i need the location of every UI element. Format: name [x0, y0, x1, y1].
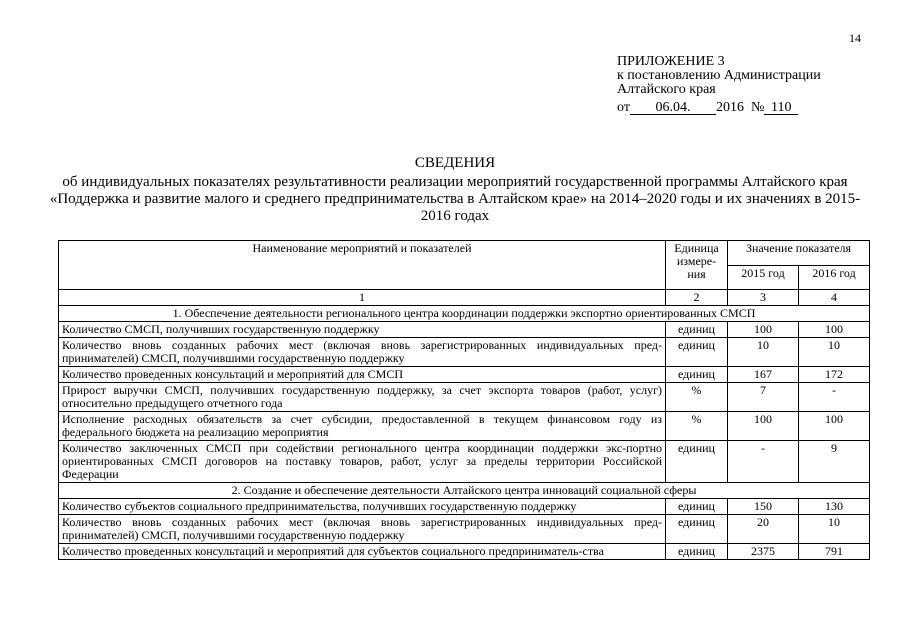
date-prefix: от — [617, 100, 630, 115]
value-2016: - — [799, 383, 870, 412]
table-row — [59, 499, 870, 515]
appendix-block — [617, 55, 821, 115]
indicator-unit: единиц — [666, 499, 728, 515]
date-value: 06.04. — [630, 101, 716, 115]
section-title: 1. Обеспечение деятельности регионального центра координации поддержки экспортно ориентированных СМСП — [59, 306, 870, 322]
date-year: 2016 — [715, 100, 744, 115]
value-2015: - — [728, 441, 799, 483]
indicator-name: Количество проведенных консультаций и мероприятий для СМСП — [59, 367, 666, 383]
value-2016: 10 — [799, 338, 870, 367]
header-name: Наименование мероприятий и показателей — [59, 241, 666, 290]
indicator-name: Исполнение расходных обязательств за счет субсидии, предоставленной в текущем финансовом году из федерального бюджета на реализацию мероприятия — [59, 412, 666, 441]
table-row — [59, 322, 870, 338]
indicators-table — [58, 240, 870, 560]
indicator-name: Количество субъектов социального предпринимательства, получивших государственную поддержку — [59, 499, 666, 515]
indicator-unit: единиц — [666, 515, 728, 544]
value-2015: 150 — [728, 499, 799, 515]
header-year-2016: 2016 год — [799, 265, 870, 290]
indicator-unit: единиц — [666, 367, 728, 383]
value-2015: 10 — [728, 338, 799, 367]
value-2016: 172 — [799, 367, 870, 383]
value-2016: 10 — [799, 515, 870, 544]
header-unit: Единица измере-ния — [666, 241, 728, 290]
indicator-unit: % — [666, 383, 728, 412]
value-2015: 7 — [728, 383, 799, 412]
document-subtitle: об индивидуальных показателях результативности реализации мероприятий государственной программы Алтайского края «Поддержка и развитие малого и среднего предпринимательства в Алтайском крае» на 2014–2020 годы и их значениях в 2015-2016 годах — [49, 174, 861, 224]
value-2015: 100 — [728, 412, 799, 441]
indicator-name: Количество вновь созданных рабочих мест (включая вновь зарегистрированных индивидуальных пред-принимателей) СМСП, получившими государственную поддержку — [59, 338, 666, 367]
value-2016: 100 — [799, 412, 870, 441]
value-2015: 167 — [728, 367, 799, 383]
column-numbers-row — [59, 290, 870, 306]
value-2015: 20 — [728, 515, 799, 544]
value-2015: 2375 — [728, 544, 799, 560]
column-number: 1 — [59, 290, 666, 306]
table-row — [59, 544, 870, 560]
table-row — [59, 412, 870, 441]
indicator-name: Количество заключенных СМСП при содействии регионального центра координации поддержки экс-портно ориентированных СМСП договоров на поставку товаров, работ, услуг за пределы территории Российской Федерации — [59, 441, 666, 483]
section-title: 2. Создание и обеспечение деятельности Алтайского центра инноваций социальной сферы — [59, 483, 870, 499]
table-body — [59, 241, 870, 560]
page-number: 14 — [849, 31, 861, 45]
table-row — [59, 441, 870, 483]
indicator-name: Количество проведенных консультаций и мероприятий для субъектов социального предприниматель-ства — [59, 544, 666, 560]
column-number: 2 — [666, 290, 728, 306]
section-row — [59, 306, 870, 322]
value-2016: 130 — [799, 499, 870, 515]
indicator-unit: единиц — [666, 322, 728, 338]
header-year-2015: 2015 год — [728, 265, 799, 290]
table-row — [59, 383, 870, 412]
section-row — [59, 483, 870, 499]
column-number: 4 — [799, 290, 870, 306]
indicator-unit: единиц — [666, 338, 728, 367]
appendix-title: ПРИЛОЖЕНИЕ 3 — [617, 54, 725, 69]
indicator-name: Прирост выручки СМСП, получивших государственную поддержку, за счет экспорта товаров (работ, услуг) относительно предыдущего отчетного года — [59, 383, 666, 412]
table-row — [59, 338, 870, 367]
document-heading: СВЕДЕНИЯ — [414, 155, 496, 171]
value-2016: 100 — [799, 322, 870, 338]
value-2015: 100 — [728, 322, 799, 338]
header-value: Значение показателя — [728, 241, 870, 266]
column-number: 3 — [728, 290, 799, 306]
indicator-unit: единиц — [666, 544, 728, 560]
appendix-date-line — [617, 101, 821, 115]
indicator-unit: единиц — [666, 441, 728, 483]
value-2016: 9 — [799, 441, 870, 483]
indicator-name: Количество СМСП, получивших государственную поддержку — [59, 322, 666, 338]
indicator-name: Количество вновь созданных рабочих мест (включая вновь зарегистрированных индивидуальных пред-принимателей) СМСП, получившими государственную поддержку — [59, 515, 666, 544]
document-number: 110 — [764, 101, 798, 115]
table-row — [59, 367, 870, 383]
value-2016: 791 — [799, 544, 870, 560]
table-row — [59, 515, 870, 544]
number-prefix: № — [750, 100, 765, 115]
appendix-line1: к постановлению Администрации — [617, 68, 821, 83]
document-title — [40, 155, 870, 225]
appendix-line2: Алтайского края — [617, 82, 716, 97]
indicator-unit: % — [666, 412, 728, 441]
table-header-row — [59, 241, 870, 266]
